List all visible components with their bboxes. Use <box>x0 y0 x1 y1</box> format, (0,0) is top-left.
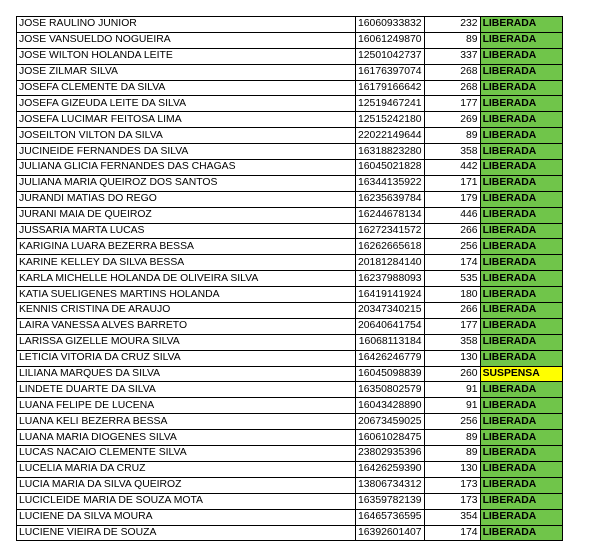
table-row <box>17 223 563 239</box>
beneficiary-table <box>16 16 563 541</box>
name-cell: LUCAS NACAIO CLEMENTE SILVA <box>17 446 356 462</box>
status-cell: LIBERADA <box>480 287 562 303</box>
status-cell: LIBERADA <box>480 207 562 223</box>
name-cell: LINDETE DUARTE DA SILVA <box>17 382 356 398</box>
name-cell: LILIANA MARQUES DA SILVA <box>17 366 356 382</box>
name-cell: LUCIENE VIEIRA DE SOUZA <box>17 525 356 541</box>
id-cell: 16237988093 <box>356 271 425 287</box>
status-cell: LIBERADA <box>480 17 562 33</box>
table-row <box>17 287 563 303</box>
status-cell: LIBERADA <box>480 128 562 144</box>
status-cell: LIBERADA <box>480 446 562 462</box>
status-cell: LIBERADA <box>480 239 562 255</box>
id-cell: 23802935396 <box>356 446 425 462</box>
table-row <box>17 80 563 96</box>
table-row <box>17 525 563 541</box>
name-cell: KARLA MICHELLE HOLANDA DE OLIVEIRA SILVA <box>17 271 356 287</box>
id-cell: 16426259390 <box>356 461 425 477</box>
table-row <box>17 64 563 80</box>
table-row <box>17 32 563 48</box>
name-cell: LUCICLEIDE MARIA DE SOUZA MOTA <box>17 493 356 509</box>
id-cell: 16359782139 <box>356 493 425 509</box>
value-cell: 268 <box>424 64 480 80</box>
value-cell: 260 <box>424 366 480 382</box>
value-cell: 358 <box>424 144 480 160</box>
value-cell: 130 <box>424 461 480 477</box>
id-cell: 16272341572 <box>356 223 425 239</box>
value-cell: 174 <box>424 255 480 271</box>
id-cell: 16235639784 <box>356 191 425 207</box>
value-cell: 89 <box>424 32 480 48</box>
name-cell: JOSE RAULINO JUNIOR <box>17 17 356 33</box>
value-cell: 179 <box>424 191 480 207</box>
status-cell: LIBERADA <box>480 80 562 96</box>
id-cell: 16176397074 <box>356 64 425 80</box>
value-cell: 269 <box>424 112 480 128</box>
table-row <box>17 430 563 446</box>
id-cell: 16262665618 <box>356 239 425 255</box>
name-cell: JOSE VANSUELDO NOGUEIRA <box>17 32 356 48</box>
value-cell: 442 <box>424 160 480 176</box>
status-cell: LIBERADA <box>480 461 562 477</box>
status-cell: LIBERADA <box>480 382 562 398</box>
status-cell: LIBERADA <box>480 48 562 64</box>
name-cell: JULIANA MARIA QUEIROZ DOS SANTOS <box>17 175 356 191</box>
table-row <box>17 17 563 33</box>
table-row <box>17 334 563 350</box>
value-cell: 91 <box>424 382 480 398</box>
name-cell: LUANA FELIPE DE LUCENA <box>17 398 356 414</box>
name-cell: LUCIENE DA SILVA MOURA <box>17 509 356 525</box>
status-cell: LIBERADA <box>480 318 562 334</box>
name-cell: JUCINEIDE FERNANDES DA SILVA <box>17 144 356 160</box>
value-cell: 91 <box>424 398 480 414</box>
table-row <box>17 366 563 382</box>
id-cell: 16043428890 <box>356 398 425 414</box>
status-cell: LIBERADA <box>480 32 562 48</box>
id-cell: 16419141924 <box>356 287 425 303</box>
id-cell: 16045098839 <box>356 366 425 382</box>
status-cell: LIBERADA <box>480 414 562 430</box>
id-cell: 12501042737 <box>356 48 425 64</box>
table-row <box>17 271 563 287</box>
status-cell: LIBERADA <box>480 398 562 414</box>
id-cell: 16061249870 <box>356 32 425 48</box>
value-cell: 232 <box>424 17 480 33</box>
value-cell: 256 <box>424 239 480 255</box>
table-row <box>17 144 563 160</box>
status-cell: LIBERADA <box>480 64 562 80</box>
value-cell: 173 <box>424 493 480 509</box>
status-cell: LIBERADA <box>480 430 562 446</box>
status-cell: LIBERADA <box>480 493 562 509</box>
value-cell: 354 <box>424 509 480 525</box>
name-cell: JURANI MAIA DE QUEIROZ <box>17 207 356 223</box>
name-cell: JULIANA GLICIA FERNANDES DAS CHAGAS <box>17 160 356 176</box>
value-cell: 177 <box>424 318 480 334</box>
name-cell: JOSEFA GIZEUDA LEITE DA SILVA <box>17 96 356 112</box>
name-cell: JURANDI MATIAS DO REGO <box>17 191 356 207</box>
value-cell: 89 <box>424 430 480 446</box>
name-cell: LUANA MARIA DIOGENES SILVA <box>17 430 356 446</box>
table-body <box>17 17 563 541</box>
status-cell: LIBERADA <box>480 334 562 350</box>
status-cell: LIBERADA <box>480 191 562 207</box>
table-row <box>17 493 563 509</box>
value-cell: 535 <box>424 271 480 287</box>
table-row <box>17 175 563 191</box>
id-cell: 20181284140 <box>356 255 425 271</box>
name-cell: LARISSA GIZELLE MOURA SILVA <box>17 334 356 350</box>
table-row <box>17 160 563 176</box>
status-cell: LIBERADA <box>480 303 562 319</box>
table-row <box>17 477 563 493</box>
value-cell: 446 <box>424 207 480 223</box>
status-cell: SUSPENSA <box>480 366 562 382</box>
table-row <box>17 414 563 430</box>
name-cell: LAIRA VANESSA ALVES BARRETO <box>17 318 356 334</box>
status-cell: LIBERADA <box>480 112 562 128</box>
value-cell: 130 <box>424 350 480 366</box>
status-cell: LIBERADA <box>480 144 562 160</box>
id-cell: 16045021828 <box>356 160 425 176</box>
name-cell: JOSEFA LUCIMAR FEITOSA LIMA <box>17 112 356 128</box>
value-cell: 337 <box>424 48 480 64</box>
table-row <box>17 96 563 112</box>
value-cell: 180 <box>424 287 480 303</box>
name-cell: JOSEILTON VILTON DA SILVA <box>17 128 356 144</box>
id-cell: 16244678134 <box>356 207 425 223</box>
name-cell: JOSE ZILMAR SILVA <box>17 64 356 80</box>
table-row <box>17 318 563 334</box>
name-cell: KATIA SUELIGENES MARTINS HOLANDA <box>17 287 356 303</box>
id-cell: 16350802579 <box>356 382 425 398</box>
id-cell: 16392601407 <box>356 525 425 541</box>
table-row <box>17 112 563 128</box>
id-cell: 20347340215 <box>356 303 425 319</box>
value-cell: 177 <box>424 96 480 112</box>
table-row <box>17 303 563 319</box>
value-cell: 173 <box>424 477 480 493</box>
name-cell: JOSEFA CLEMENTE DA SILVA <box>17 80 356 96</box>
name-cell: KENNIS CRISTINA DE ARAUJO <box>17 303 356 319</box>
table-row <box>17 48 563 64</box>
value-cell: 89 <box>424 446 480 462</box>
status-cell: LIBERADA <box>480 509 562 525</box>
id-cell: 12515242180 <box>356 112 425 128</box>
id-cell: 16318823280 <box>356 144 425 160</box>
table-row <box>17 255 563 271</box>
value-cell: 268 <box>424 80 480 96</box>
table-row <box>17 509 563 525</box>
id-cell: 20673459025 <box>356 414 425 430</box>
status-cell: LIBERADA <box>480 271 562 287</box>
table-row <box>17 382 563 398</box>
status-cell: LIBERADA <box>480 96 562 112</box>
table-row <box>17 128 563 144</box>
id-cell: 16179166642 <box>356 80 425 96</box>
name-cell: LUCIA MARIA DA SILVA QUEIROZ <box>17 477 356 493</box>
status-cell: LIBERADA <box>480 223 562 239</box>
id-cell: 16060933832 <box>356 17 425 33</box>
name-cell: KARIGINA LUARA BEZERRA BESSA <box>17 239 356 255</box>
value-cell: 266 <box>424 303 480 319</box>
id-cell: 16061028475 <box>356 430 425 446</box>
id-cell: 16426246779 <box>356 350 425 366</box>
value-cell: 256 <box>424 414 480 430</box>
id-cell: 16344135922 <box>356 175 425 191</box>
value-cell: 266 <box>424 223 480 239</box>
name-cell: JOSE WILTON HOLANDA LEITE <box>17 48 356 64</box>
table-row <box>17 239 563 255</box>
id-cell: 13806734312 <box>356 477 425 493</box>
id-cell: 16465736595 <box>356 509 425 525</box>
value-cell: 174 <box>424 525 480 541</box>
table-row <box>17 446 563 462</box>
table-row <box>17 207 563 223</box>
value-cell: 358 <box>424 334 480 350</box>
name-cell: LETICIA VITORIA DA CRUZ SILVA <box>17 350 356 366</box>
id-cell: 22022149644 <box>356 128 425 144</box>
id-cell: 20640641754 <box>356 318 425 334</box>
status-cell: LIBERADA <box>480 525 562 541</box>
id-cell: 16068113184 <box>356 334 425 350</box>
table-row <box>17 350 563 366</box>
name-cell: LUCELIA MARIA DA CRUZ <box>17 461 356 477</box>
value-cell: 171 <box>424 175 480 191</box>
status-cell: LIBERADA <box>480 175 562 191</box>
table-row <box>17 398 563 414</box>
value-cell: 89 <box>424 128 480 144</box>
name-cell: LUANA KELI BEZERRA BESSA <box>17 414 356 430</box>
table-row <box>17 191 563 207</box>
name-cell: KARINE KELLEY DA SILVA BESSA <box>17 255 356 271</box>
table-row <box>17 461 563 477</box>
status-cell: LIBERADA <box>480 477 562 493</box>
status-cell: LIBERADA <box>480 160 562 176</box>
name-cell: JUSSARIA MARTA LUCAS <box>17 223 356 239</box>
status-cell: LIBERADA <box>480 255 562 271</box>
id-cell: 12519467241 <box>356 96 425 112</box>
status-cell: LIBERADA <box>480 350 562 366</box>
